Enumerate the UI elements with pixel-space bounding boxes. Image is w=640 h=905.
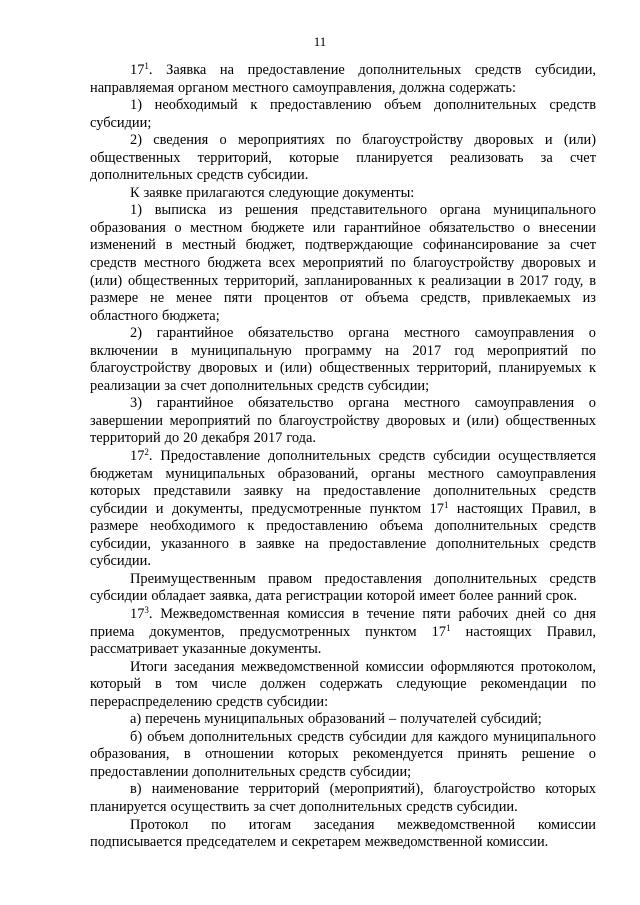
- paragraph: 2) сведения о мероприятиях по благоустройству дворовых и (или) общественных территорий, которые планируется реализовать за счет дополнительных средств субсидии.: [90, 132, 596, 184]
- paragraph: 3) гарантийное обязательство органа местного самоуправления о завершении мероприятий по благоустройству дворовых и (или) общественных территорий до 20 декабря 2017 года.: [90, 395, 596, 447]
- paragraph: Итоги заседания межведомственной комиссии оформляются протоколом, который в том числе должен содержать следующие рекомендации по перераспределению средств субсидии:: [90, 658, 596, 710]
- paragraph-17-3: $17^3$. Межведомственная комиссия в течение пяти рабочих дней со дня приема документов, предусмотренных пунктом $17^1$ настоящих Правил, рассматривает указанные документы.: [90, 604, 596, 658]
- paragraph: Преимущественным правом предоставления дополнительных средств субсидии обладает заявка, дата регистрации которой имеет более ранний срок.: [90, 570, 596, 605]
- paragraph: в) наименование территорий (мероприятий), благоустройство которых планируется осуществить за счет дополнительных средств субсидии.: [90, 781, 596, 815]
- paragraph: К заявке прилагаются следующие документы:: [130, 184, 415, 201]
- paragraph: б) объем дополнительных средств субсидии для каждого муниципального образования, в отношении которых рекомендуется принять решение о предоставлении дополнительных средств субсидии;: [90, 728, 596, 780]
- paragraph: а) перечень муниципальных образований – получателей субсидий;: [130, 711, 542, 728]
- paragraph-17-2: $17^2$. Предоставление дополнительных средств субсидии осуществляется бюджетам муниципальных образований, органы местного самоуправления которых представили заявку на предоставление дополнительных средств субсидии и документы, предусмотренные пунктом $17^1$ настоящих Правил, в размере необходимого к предоставлению объема дополнительных средств субсидии, указанного в заявке на предоставление дополнительных средств субсидии.: [90, 447, 596, 570]
- document-body: [90, 62, 596, 852]
- paragraph-17-1: $17^1$. Заявка на предоставление дополнительных средств субсидии, направляемая органом местного самоуправления, должна содержать:: [90, 61, 596, 96]
- paragraph: 2) гарантийное обязательство органа местного самоуправления о включении в муниципальную программу на 2017 год мероприятий по благоустройству дворовых и (или) общественных территорий, планируемых к реализации за счет дополнительных средств субсидии;: [90, 325, 596, 394]
- page-number: 11: [313, 34, 327, 49]
- paragraph: 1) необходимый к предоставлению объем дополнительных средств субсидии;: [90, 97, 596, 131]
- paragraph: Протокол по итогам заседания межведомственной комиссии подписывается председателем и секретарем межведомственной комиссии.: [90, 816, 596, 851]
- paragraph: 1) выписка из решения представительного органа муниципального образования о местном бюджете или гарантийное обязательство о внесении изменений в местный бюджет, подтверждающие софинансирование за счет средств местного бюджета всех мероприятий по благоустройству дворовых и (или) общественных территорий, запланированных к реализации в 2017 году, в размере не менее пяти процентов от объема средств, привлекаемых из областного бюджета;: [90, 202, 596, 324]
